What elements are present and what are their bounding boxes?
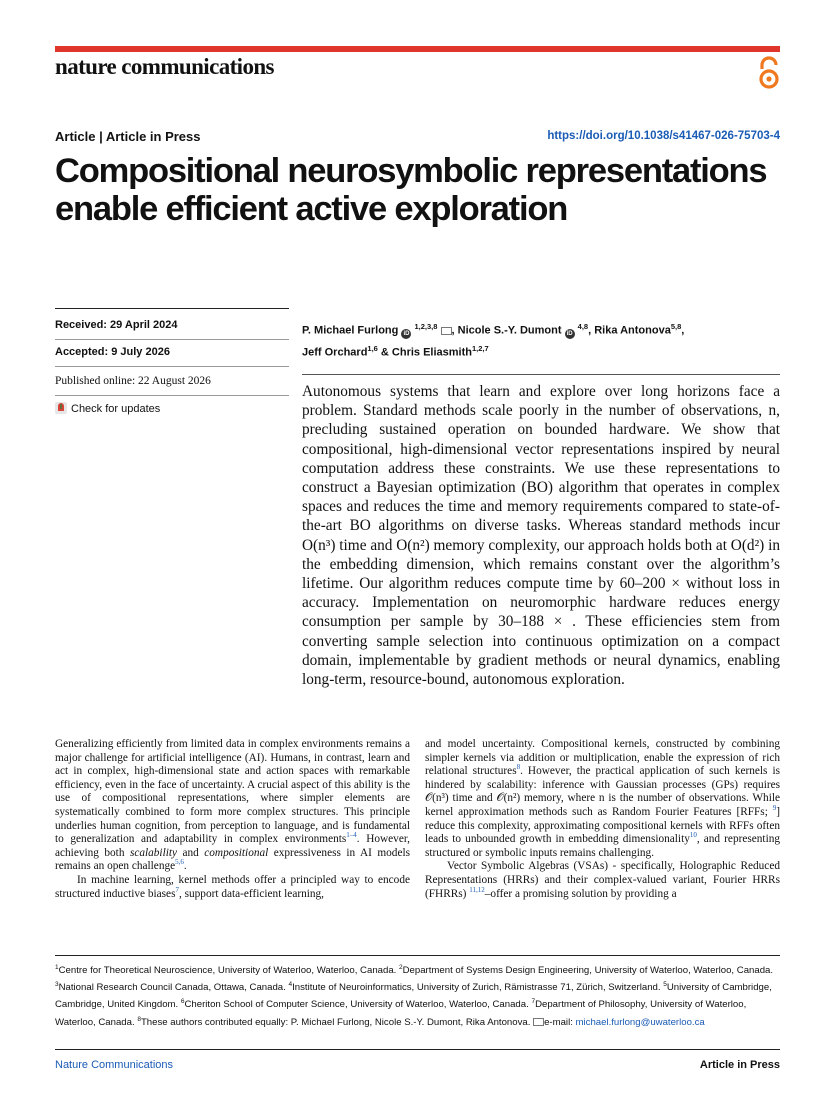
email-icon	[533, 1018, 544, 1026]
citation-link[interactable]: 9	[772, 804, 777, 813]
footer-rule	[55, 1049, 780, 1050]
affiliation-sup: 5	[663, 981, 667, 989]
citation-link[interactable]: 7	[175, 885, 179, 894]
affiliation-text: University of Cambridge, Cambridge, United Kingdom.	[55, 982, 772, 1011]
author-affiliation-sup: 5,8	[670, 322, 682, 331]
affiliation-sup: 4	[288, 981, 293, 989]
citation-link[interactable]: 8	[516, 763, 521, 772]
meta-rule-2	[55, 366, 289, 367]
affiliation-text: Department of Systems Design Engineering, University of Waterloo, Waterloo, Canada.	[402, 965, 774, 977]
author-list: P. Michael Furlong iD $^{1,2,3,8}$ , Nicole S.-Y. Dumont iD $^{4,8}$, Rika Antonova$^{5,8}$, Jeff Orchard$^{1,6}$ & Chris Eliasmith$^{1,2,7}$	[302, 322, 685, 359]
meta-rule-1	[55, 339, 289, 340]
body-text: .	[183, 860, 187, 873]
header-accent-bar	[55, 46, 780, 52]
footer-status: Article in Press	[699, 1059, 780, 1071]
meta-rule-top	[55, 308, 289, 309]
check-updates-link[interactable]	[55, 402, 160, 415]
abstract-rule	[302, 374, 780, 375]
affiliation-text: These authors contributed equally: P. Michael Furlong, Nicole S.-Y. Dumont, Rika Antonova.	[140, 1016, 534, 1028]
affiliation-text: Department of Philosophy, University of Waterloo, Waterloo, Canada.	[55, 999, 747, 1028]
body-text: Generalizing efficiently from limited data in complex environments remains a major challenge for artificial intelligence (AI). Humans, in contrast, learn and act in complex, high-dimensional state and action spaces with remarkable efficiency, even in the face of uncertainty. A crucial aspect of this ability is the use of compositional representations, where simpler elements are systematically combined to form more complex structures. This principle underlies human cognition, from perception to language, and is fundamental to generalization and adaptability in complex environments	[55, 738, 410, 846]
affiliation-text: Centre for Theoretical Neuroscience, University of Waterloo, Waterloo, Canada.	[58, 965, 399, 977]
author-affiliation-sup: 1,2,7	[472, 343, 489, 353]
orcid-icon[interactable]: iD	[566, 330, 573, 337]
journal-name: nature communications	[55, 54, 274, 79]
footer-journal-name[interactable]: Nature Communications	[55, 1059, 173, 1071]
open-access-icon	[757, 56, 781, 90]
author-name[interactable]: Nicole S.-Y. Dumont	[457, 324, 562, 337]
author-name[interactable]: Jeff Orchard	[302, 346, 368, 359]
meta-rule-3	[55, 395, 289, 396]
author-affiliation-sup: 1,2,3,8	[414, 322, 438, 331]
body-text: In machine learning, kernel methods offer a principled way to encode structured inductive biases	[55, 873, 410, 900]
citation-link[interactable]: 10	[689, 831, 697, 840]
body-text: , and representing structured or symbolic inputs remains challenging.	[425, 833, 780, 859]
published-date: Published online: 22 August 2026	[55, 375, 211, 387]
body-text: and model uncertainty. Compositional kernels, constructed by combining simpler kernels via addition or multiplication, enable the expression of rich relational structures	[425, 738, 780, 778]
citation-link[interactable]: 5,6	[175, 858, 184, 867]
body-column-right	[425, 738, 780, 901]
affiliation-text: Cheriton School of Computer Science, University of Waterloo, Waterloo, Canada.	[184, 999, 532, 1011]
affiliation-sup: 7	[531, 998, 536, 1006]
body-text: . However, the practical application of such kernels is hindered by scalability: inference with Gaussian processes (GPs) requires 𝒪(n³) time and 𝒪(n²) memory, where n is the number of observations. While kernel approximation methods such as Random Fourier Features [RFFs;	[425, 765, 780, 818]
received-date: Received: 29 April 2024	[55, 319, 178, 331]
body-text: expressiveness in AI models remains an open challenge	[55, 846, 410, 873]
email-label: e-mail:	[544, 1016, 576, 1028]
body-text: , support data-efficient learning,	[178, 887, 324, 900]
affiliation-sup: 6	[180, 998, 185, 1006]
email-icon[interactable]	[441, 327, 452, 335]
author-affiliation-sup: 4,8	[577, 322, 589, 331]
email-link[interactable]: michael.furlong@uwaterloo.ca	[575, 1016, 705, 1028]
author-name[interactable]: Chris Eliasmith	[391, 346, 472, 359]
accepted-date: Accepted: 9 July 2026	[55, 346, 170, 358]
body-text-emphasis: scalability	[129, 846, 178, 859]
abstract-text: Autonomous systems that learn and explore over long horizons face a problem. Standard methods scale poorly in the number of observations, n, precluding sustained operation on bounded hardware. We show that compositional, high-dimensional vector representations inspired by neural computation address these constraints. We use these representations to construct a Bayesian optimization (BO) algorithm that operates in complex spaces and reduces the time and memory requirements compared to state-of-the-art BO algorithms on diverse tasks. Whereas standard methods incur O(n³) time and O(n²) memory complexity, our approach holds both at O(d²) in the embedding dimension, which remains constant over the algorithm’s lifetime. Our algorithm reduces compute time by 60–200 × without loss in accuracy. Implementation on neuromorphic hardware reduces energy consumption per sample by 30–188 × . These efficiencies stem from converting sample selection into continuous optimization on a compact domain, implementable by gradient methods or neural dynamics, enabling long-term, resource-bound, autonomous exploration.	[302, 383, 780, 689]
body-paragraph	[425, 738, 780, 860]
citation-link[interactable]: 11,12	[469, 885, 485, 894]
body-text: . However, achieving both	[55, 833, 410, 859]
affiliation-sup: 3	[55, 981, 59, 989]
body-text: –offer a promising solution by providing a	[484, 887, 677, 900]
body-text: ] reduce this complexity, approximating compositional kernels with RFFs often leads to unbounded growth in embedding dimensionality	[425, 805, 780, 846]
body-text-emphasis: compositional	[204, 846, 269, 859]
body-paragraph	[55, 738, 410, 874]
author-name[interactable]: P. Michael Furlong	[302, 324, 399, 337]
check-updates-label: Check for updates	[71, 403, 161, 415]
article-title: Compositional neurosymbolic representations enable efficient active exploration	[55, 152, 767, 228]
author-affiliation-sup: 1,6	[367, 343, 378, 353]
affiliation-sup: 8	[137, 1015, 141, 1023]
body-column-left	[55, 738, 410, 901]
body-paragraph	[425, 860, 780, 901]
check-updates-icon	[55, 402, 67, 414]
affiliations-text	[55, 961, 780, 1030]
affiliation-sup: 1	[55, 964, 59, 971]
doi-link[interactable]: https://doi.org/10.1038/s41467-026-75703-4	[547, 130, 780, 142]
affiliation-sup: 2	[399, 964, 403, 971]
affiliation-text: National Research Council Canada, Ottawa, Canada.	[58, 982, 289, 994]
affiliations-rule	[55, 955, 780, 956]
citation-link[interactable]: 1–4	[346, 831, 357, 840]
body-text: Vector Symbolic Algebras (VSAs) - specifically, Holographic Reduced Representations (HRRs) and their complex-valued variant, Fourier HRRs (FHRRs)	[425, 860, 780, 900]
author-name[interactable]: Rika Antonova	[594, 324, 671, 337]
body-text: and	[177, 846, 205, 859]
article-type-label: Article | Article in Press	[55, 129, 201, 144]
affiliation-text: Institute of Neuroinformatics, University of Zurich, Rämistrasse 71, Zürich, Switzerland.	[292, 982, 664, 994]
orcid-icon[interactable]: iD	[403, 330, 410, 337]
body-paragraph	[55, 874, 410, 901]
